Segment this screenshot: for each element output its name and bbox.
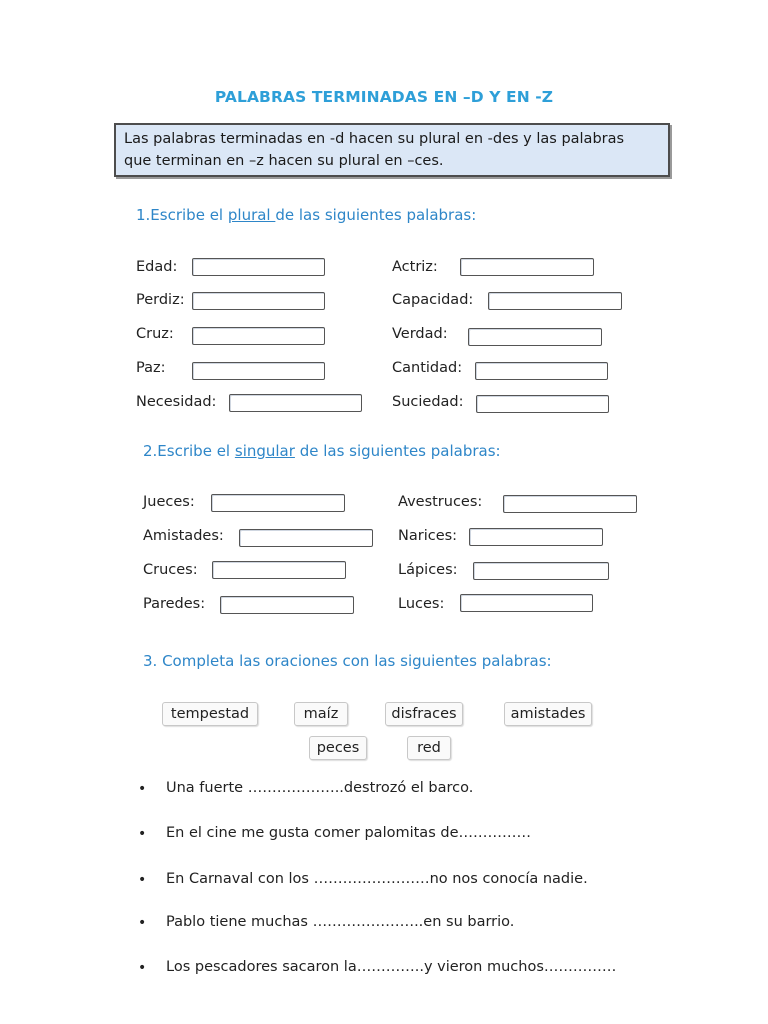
- bullet: •: [138, 826, 147, 842]
- s2-left-label-0: Jueces:: [143, 494, 195, 510]
- s1-right-input-3[interactable]: [475, 362, 608, 380]
- bullet: •: [138, 872, 147, 888]
- section2-prefix: 2.Escribe el: [143, 442, 235, 460]
- s2-right-input-1[interactable]: [469, 528, 603, 546]
- section1-prefix: 1.Escribe el: [136, 206, 228, 224]
- s1-left-input-4[interactable]: [229, 394, 362, 412]
- s1-right-label-0: Actriz:: [392, 259, 438, 275]
- s2-left-label-2: Cruces:: [143, 562, 198, 578]
- s1-right-label-4: Suciedad:: [392, 394, 464, 410]
- s1-right-label-3: Cantidad:: [392, 360, 463, 376]
- s1-right-input-0[interactable]: [460, 258, 594, 276]
- s1-left-label-3: Paz:: [136, 360, 166, 376]
- s2-left-label-1: Amistades:: [143, 528, 224, 544]
- section2-heading: [143, 442, 501, 460]
- rule-box: [114, 123, 670, 177]
- s1-left-input-2[interactable]: [192, 327, 325, 345]
- s2-right-label-1: Narices:: [398, 528, 458, 544]
- s2-left-input-0[interactable]: [211, 494, 345, 512]
- s1-left-label-4: Necesidad:: [136, 394, 217, 410]
- word-bank-item: amistades: [504, 702, 592, 726]
- s1-right-input-4[interactable]: [476, 395, 609, 413]
- s2-left-input-1[interactable]: [239, 529, 373, 547]
- rule-line-1: Las palabras terminadas en -d hacen su plural en -des y las palabras: [124, 131, 625, 147]
- s1-right-label-2: Verdad:: [392, 326, 448, 342]
- bullet: •: [138, 915, 147, 931]
- sentence-2: En el cine me gusta comer palomitas de……………: [166, 825, 531, 841]
- word-bank-item: peces: [309, 736, 367, 760]
- s1-right-label-1: Capacidad:: [392, 292, 474, 308]
- s2-left-label-3: Paredes:: [143, 596, 206, 612]
- word-bank-item: red: [407, 736, 451, 760]
- page-title: PALABRAS TERMINADAS EN –D Y EN -Z: [214, 88, 554, 106]
- s1-left-label-1: Perdiz:: [136, 292, 185, 308]
- s1-left-input-1[interactable]: [192, 292, 325, 310]
- s1-left-label-0: Edad:: [136, 259, 178, 275]
- rule-line-2: que terminan en –z hacen su plural en –ces.: [124, 153, 444, 169]
- bullet: •: [138, 960, 147, 976]
- sentence-1: Una fuerte ………………..destrozó el barco.: [166, 780, 474, 796]
- sentence-5: Los pescadores sacaron la…………..y vieron muchos……………: [166, 959, 617, 975]
- s2-left-input-2[interactable]: [212, 561, 346, 579]
- s1-right-input-1[interactable]: [488, 292, 622, 310]
- s1-left-input-3[interactable]: [192, 362, 325, 380]
- section2-suffix: de las siguientes palabras:: [294, 442, 501, 460]
- bullet: •: [138, 781, 147, 797]
- section1-heading: [136, 206, 476, 224]
- s1-left-input-0[interactable]: [192, 258, 325, 276]
- sentence-3: En Carnaval con los ……………………no nos conocía nadie.: [166, 871, 588, 887]
- word-bank-item: maíz: [294, 702, 348, 726]
- section1-underlined: plural: [227, 206, 276, 224]
- s2-right-label-3: Luces:: [398, 596, 445, 612]
- s2-right-input-3[interactable]: [460, 594, 593, 612]
- section1-suffix: de las siguientes palabras:: [275, 206, 477, 224]
- section3-heading: 3. Completa las oraciones con las siguientes palabras:: [143, 652, 552, 670]
- s2-right-input-2[interactable]: [473, 562, 609, 580]
- s1-right-input-2[interactable]: [468, 328, 602, 346]
- s2-right-label-2: Lápices:: [398, 562, 458, 578]
- sentence-4: Pablo tiene muchas …………………..en su barrio.: [166, 914, 515, 930]
- s1-left-label-2: Cruz:: [136, 326, 174, 342]
- s2-left-input-3[interactable]: [220, 596, 354, 614]
- word-bank-item: disfraces: [385, 702, 463, 726]
- section2-underlined: singular: [234, 442, 295, 460]
- s2-right-input-0[interactable]: [503, 495, 637, 513]
- word-bank-item: tempestad: [162, 702, 258, 726]
- s2-right-label-0: Avestruces:: [398, 494, 483, 510]
